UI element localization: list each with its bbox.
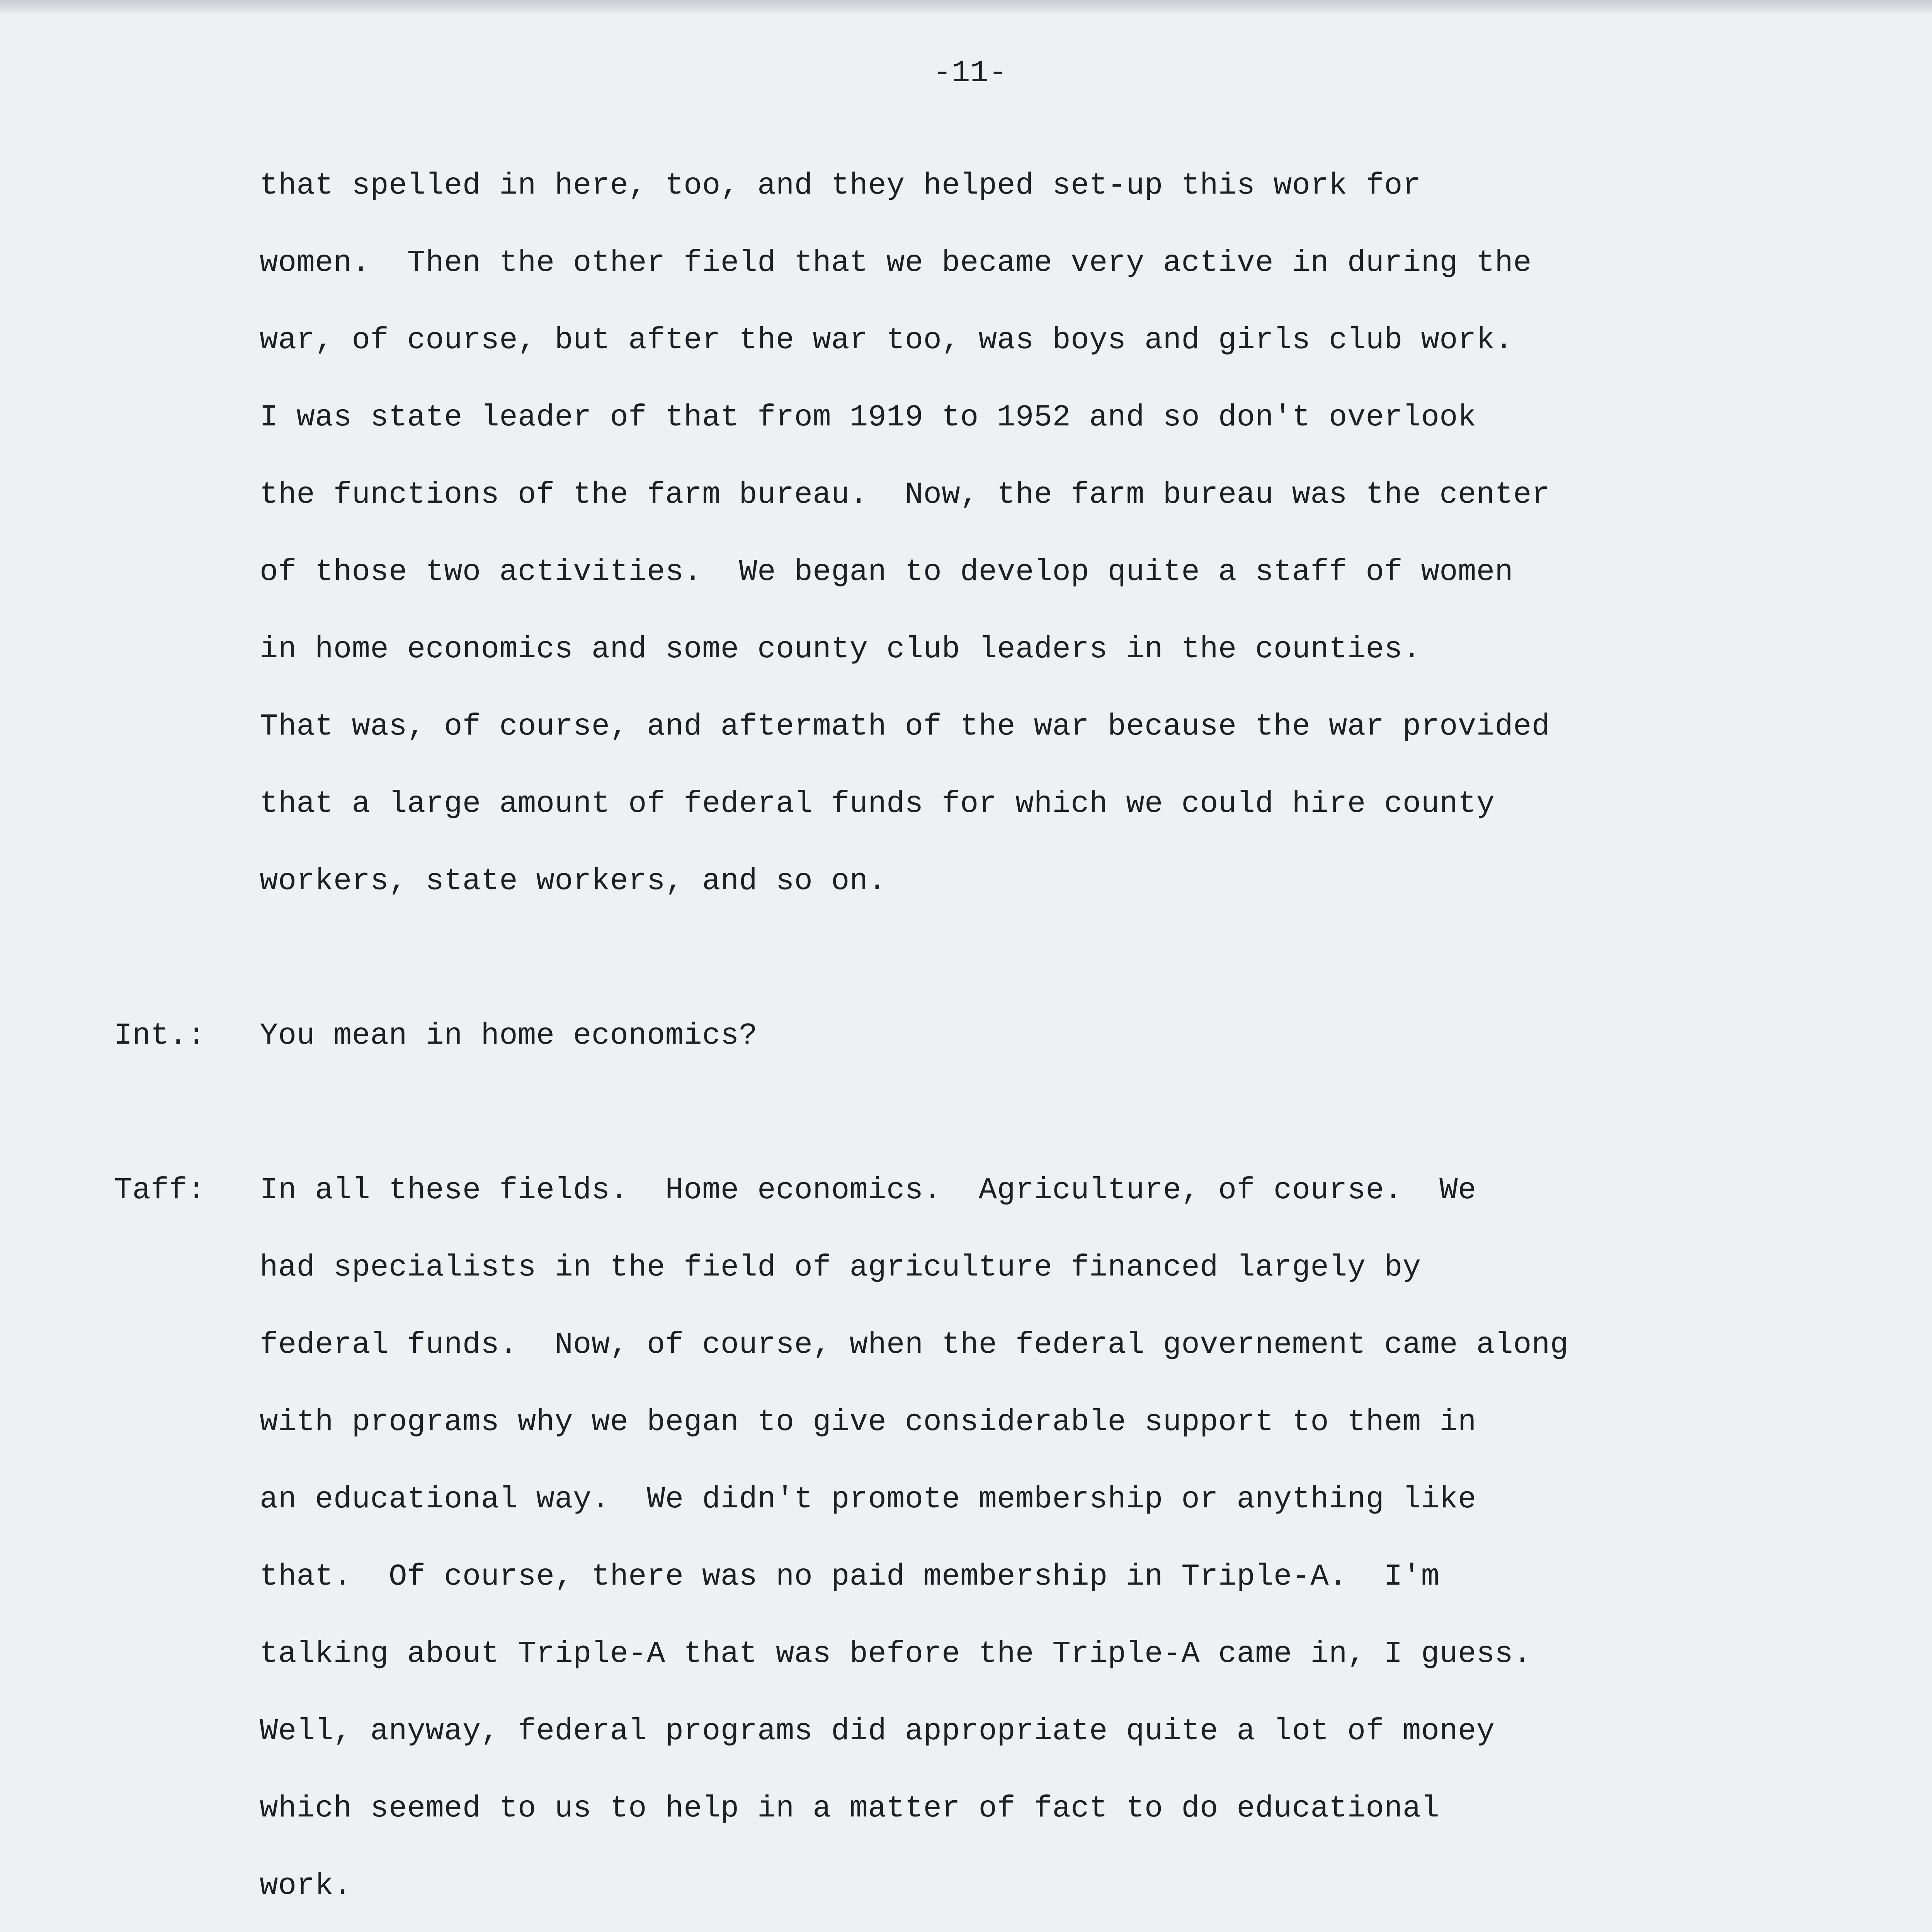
- text-line: an educational way. We didn't promote membership or anything like: [260, 1482, 1476, 1517]
- text-line: In all these fields. Home economics. Agriculture, of course. We: [260, 1173, 1476, 1208]
- text-line: of those two activities. We began to develop quite a staff of women: [260, 554, 1514, 589]
- text-line: in home economics and some county club leaders in the counties.: [260, 632, 1421, 667]
- text-line: federal funds. Now, of course, when the federal governement came along: [260, 1327, 1569, 1362]
- text-line: talking about Triple-A that was before the Triple-A came in, I guess.: [260, 1636, 1532, 1671]
- text-line: work.: [260, 1868, 352, 1903]
- text-line: with programs why we began to give considerable support to them in: [260, 1405, 1476, 1439]
- text-line: That was, of course, and aftermath of the war because the war provided: [260, 709, 1550, 744]
- page-top-shadow: [0, 0, 1932, 15]
- text-line: which seemed to us to help in a matter of fact to do educational: [260, 1791, 1440, 1826]
- page-number: -11-: [933, 56, 1007, 91]
- text-line: that. Of course, there was no paid membership in Triple-A. I'm: [260, 1559, 1440, 1594]
- text-line: that spelled in here, too, and they helped set-up this work for: [260, 168, 1421, 203]
- text-line: the functions of the farm bureau. Now, the farm bureau was the center: [260, 477, 1550, 512]
- text-line: workers, state workers, and so on.: [260, 864, 887, 898]
- speaker-label: Taff:: [114, 1173, 206, 1208]
- speaker-label: Int.:: [114, 1018, 206, 1053]
- text-line: You mean in home economics?: [260, 1018, 758, 1053]
- text-line: women. Then the other field that we became very active in during the: [260, 245, 1532, 280]
- text-line: had specialists in the field of agriculture financed largely by: [260, 1250, 1421, 1285]
- text-line: Well, anyway, federal programs did appropriate quite a lot of money: [260, 1714, 1495, 1748]
- text-line: that a large amount of federal funds for which we could hire county: [260, 786, 1495, 821]
- text-line: war, of course, but after the war too, was boys and girls club work.: [260, 323, 1514, 357]
- text-line: I was state leader of that from 1919 to 1952 and so don't overlook: [260, 400, 1476, 435]
